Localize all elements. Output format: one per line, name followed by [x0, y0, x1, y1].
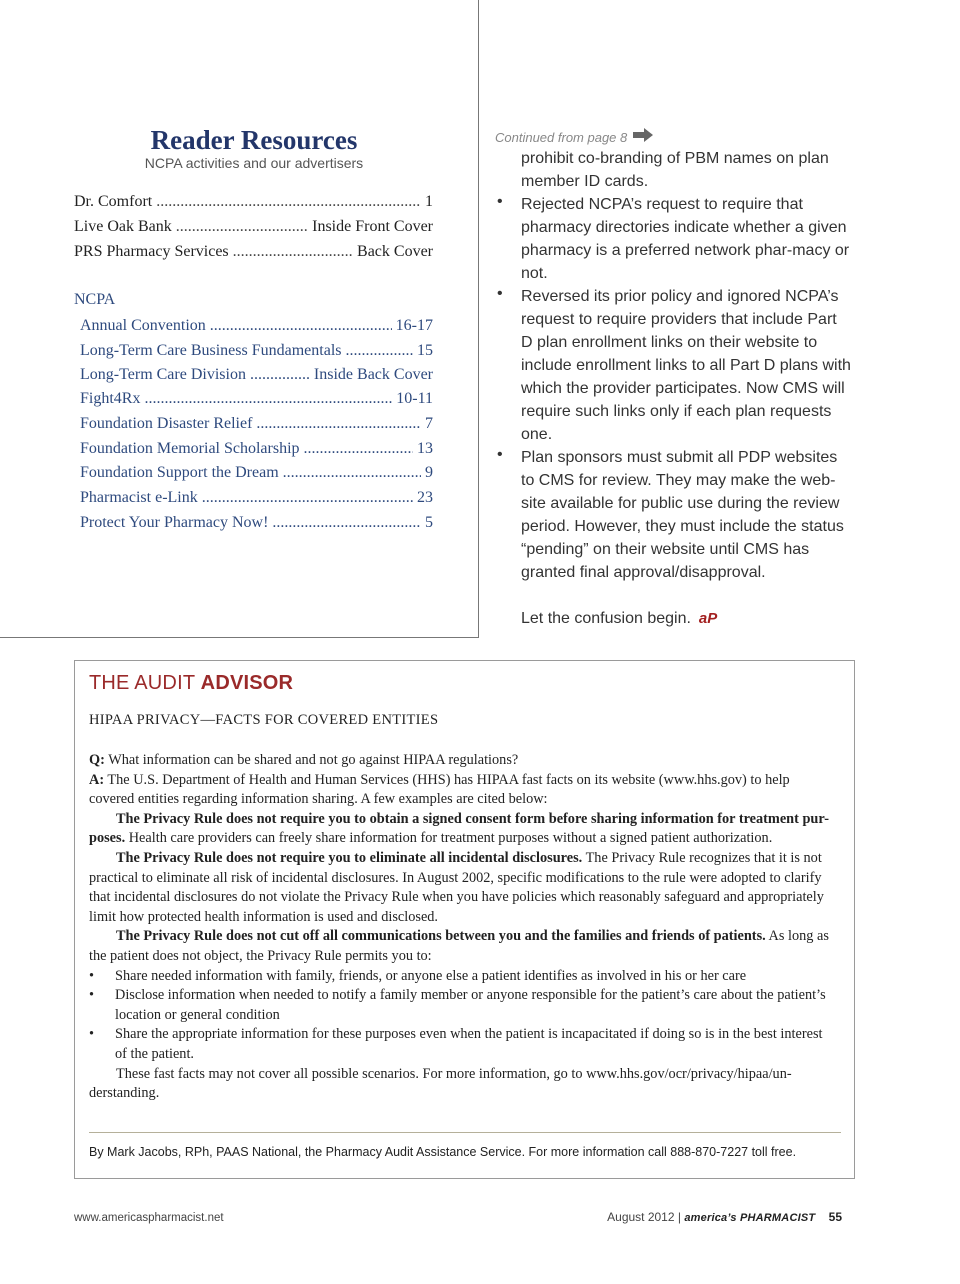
- fact-2: [89, 849, 837, 927]
- list-item-text: Share the appropriate information for these purposes even when the patient is incapacitated if doing so is in the best interest of the patient.: [115, 1026, 823, 1062]
- entry-name: Dr. Comfort: [74, 193, 153, 210]
- advertiser-entry: [74, 192, 433, 212]
- dot-leader: [283, 463, 421, 483]
- dot-leader: [233, 242, 353, 262]
- q-label: Q:: [89, 752, 105, 768]
- title-light: THE AUDIT: [89, 672, 195, 694]
- continued-paragraph: prohibit co-branding of PBM names on plan member ID cards.: [521, 150, 829, 190]
- advertiser-entry: [74, 217, 433, 237]
- entry-name: Foundation Disaster Relief: [80, 415, 253, 432]
- fact-3-bold: The Privacy Rule does not cut off all communications between you and the families and friends of patients.: [116, 928, 766, 945]
- reader-resources-border-bottom: [0, 637, 479, 638]
- footer-url: www.americaspharmacist.net: [74, 1212, 224, 1224]
- continued-from-label: Continued from page 8: [495, 130, 628, 145]
- footer-separator: |: [677, 1210, 681, 1224]
- audit-advisor-title: [89, 672, 293, 695]
- ncpa-entry: [80, 316, 433, 336]
- ncpa-entry: [80, 365, 433, 385]
- advertiser-entry: [74, 242, 433, 262]
- footer-date: August 2012: [607, 1210, 675, 1224]
- dot-leader: [256, 414, 421, 434]
- dot-leader: [176, 217, 308, 237]
- end-mark-icon: aP: [698, 610, 718, 627]
- closing-paragraph: These fast facts may not cover all possible scenarios. For more information, go to www.hhs.gov/ocr/privacy/hipaa/un-derstanding.: [89, 1065, 792, 1102]
- entry-page: Back Cover: [357, 243, 433, 260]
- entry-page: 5: [425, 514, 433, 531]
- fact-2-bold: The Privacy Rule does not require you to eliminate all incidental disclosures.: [116, 849, 583, 866]
- footer-brand: america’s PHARMACIST: [684, 1212, 816, 1224]
- ncpa-entry: [80, 463, 433, 483]
- entry-page: 7: [425, 415, 433, 432]
- audit-byline: By Mark Jacobs, RPh, PAAS National, the Pharmacy Audit Assistance Service. For more information call 888-870-7227 toll free.: [89, 1145, 797, 1159]
- bullet-marker: •: [89, 967, 95, 984]
- entry-name: Long-Term Care Division: [80, 366, 246, 383]
- entry-name: PRS Pharmacy Services: [74, 243, 229, 260]
- ncpa-heading: NCPA: [74, 291, 116, 308]
- dot-leader: [304, 439, 413, 459]
- bullet-marker: •: [497, 446, 503, 463]
- entry-page: 13: [417, 440, 433, 457]
- fact-3-text: As long as the patient does not object, the Privacy Rule permits you to:: [89, 928, 829, 964]
- reader-resources-border-right: [478, 0, 479, 638]
- bullet-marker: •: [89, 987, 95, 1004]
- entry-page: 23: [417, 489, 433, 506]
- entry-page: 15: [417, 342, 433, 359]
- dot-leader: [156, 192, 421, 212]
- entry-name: Annual Convention: [80, 317, 206, 334]
- bullet-marker: •: [497, 193, 503, 210]
- entry-name: Live Oak Bank: [74, 218, 172, 235]
- fact-1-bold: The Privacy Rule does not require you to obtain a signed consent form before sharing information for treatment pur-poses.: [89, 810, 829, 847]
- permissions-list: [89, 967, 837, 1065]
- list-item: [89, 1025, 837, 1064]
- list-item-text: Disclose information when needed to notify a family member or anyone responsible for the patient’s care about the patient’s location or general condition: [115, 987, 826, 1023]
- dot-leader: [250, 365, 310, 385]
- entry-page: Inside Front Cover: [312, 218, 433, 235]
- footer-issue: [607, 1210, 842, 1224]
- article-bullet: Plan sponsors must submit all PDP websites to CMS for review. They may make the web-site available for public use during the review period. However, they must include the status “pending” on their website until CMS has granted final approval/disapproval.: [521, 449, 844, 581]
- audit-heading: HIPAA PRIVACY—FACTS FOR COVERED ENTITIES: [89, 712, 439, 728]
- fact-1: [89, 810, 837, 849]
- a-label: A:: [89, 771, 105, 788]
- list-item: [89, 986, 837, 1025]
- ncpa-entry: [80, 488, 433, 508]
- article-closing: [521, 607, 851, 630]
- dot-leader: [272, 513, 421, 533]
- reader-resources-subtitle: NCPA activities and our advertisers: [144, 155, 364, 171]
- list-item-text: Share needed information with family, friends, or anyone else a patient identifies as involved in his or her care: [115, 967, 747, 984]
- answer: [89, 771, 837, 810]
- ncpa-entry: [80, 389, 433, 409]
- fact-3: [89, 927, 837, 966]
- entry-name: Long-Term Care Business Fundamentals: [80, 342, 342, 359]
- continued-arrow-icon: [632, 128, 654, 142]
- fact-2-text: The Privacy Rule recognizes that it is not practical to eliminate all risk of incidental disclosures. In August 2002, specific modifications to the rule were adopted to clarify that incidental disclosures do not violate the Privacy Rule when you have policies which reasonably safeguard and appropriately limit how protected health information is used and disclosed.: [89, 849, 824, 925]
- ncpa-entry: [80, 341, 433, 361]
- bullet-marker: •: [497, 285, 503, 302]
- dot-leader: [210, 316, 392, 336]
- page-number: 55: [828, 1210, 842, 1224]
- ncpa-entry: [80, 414, 433, 434]
- entry-name: Pharmacist e-Link: [80, 489, 198, 506]
- a-text: The U.S. Department of Health and Human Services (HHS) has HIPAA fast facts on its website (www.hhs.gov) to help covered entities regarding information sharing. A few examples are cited below:: [89, 771, 790, 808]
- ncpa-entry: [80, 513, 433, 533]
- dot-leader: [144, 389, 392, 409]
- entry-name: Foundation Memorial Scholarship: [80, 440, 300, 457]
- divider: [89, 1132, 841, 1133]
- reader-resources-title: Reader Resources: [150, 125, 358, 155]
- article-bullet: Reversed its prior policy and ignored NCPA’s request to require providers that include Part D plan enrollment links on their website to include enrollment links to all Part D plans with which the provider participates. Now CMS will require such links only if each plan requests one.: [521, 288, 851, 443]
- q-text: What information can be shared and not go against HIPAA regulations?: [108, 752, 519, 768]
- title-bold: ADVISOR: [200, 672, 294, 694]
- bullet-marker: •: [89, 1026, 95, 1043]
- entry-name: Foundation Support the Dream: [80, 464, 279, 481]
- entry-page: 16-17: [395, 317, 433, 334]
- list-item: [89, 967, 837, 987]
- dot-leader: [202, 488, 413, 508]
- question: [89, 751, 837, 771]
- audit-body: [89, 751, 837, 1104]
- entry-page: 10-11: [396, 390, 433, 407]
- ncpa-entry: [80, 439, 433, 459]
- entry-page: 9: [425, 464, 433, 481]
- entry-name: Fight4Rx: [80, 390, 141, 407]
- entry-page: Inside Back Cover: [313, 366, 433, 383]
- article-bullet: Rejected NCPA’s request to require that pharmacy directories indicate whether a given pharmacy is a preferred network phar-macy or not.: [521, 196, 850, 282]
- fact-1-text: Health care providers can freely share information for treatment purposes without a signed patient authorization.: [128, 830, 773, 847]
- dot-leader: [346, 341, 414, 361]
- entry-page: 1: [425, 193, 433, 210]
- closing-text: Let the confusion begin.: [521, 610, 691, 627]
- entry-name: Protect Your Pharmacy Now!: [80, 514, 269, 531]
